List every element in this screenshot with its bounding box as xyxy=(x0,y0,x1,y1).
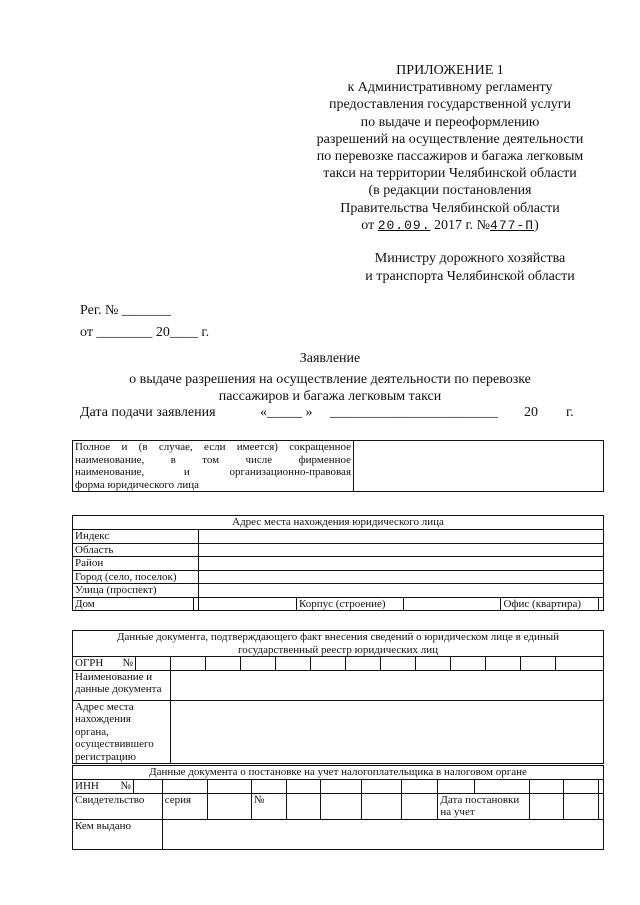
district-field[interactable] xyxy=(199,557,604,571)
office-field[interactable] xyxy=(599,597,604,611)
submission-date-label: Дата подачи заявления xyxy=(80,405,216,420)
year-prefix: 20 xyxy=(524,405,538,420)
region-field[interactable] xyxy=(199,543,604,557)
ogrn-digit[interactable] xyxy=(521,657,556,671)
ogrn-digit[interactable] xyxy=(276,657,311,671)
inn-digit[interactable] xyxy=(286,780,321,794)
title-line: пассажиров и багажа легковым такси xyxy=(218,389,442,404)
inn-digit[interactable] xyxy=(438,780,475,794)
ogrn-digit[interactable] xyxy=(311,657,346,671)
ogrn-digit[interactable] xyxy=(451,657,486,671)
document-title xyxy=(60,350,600,405)
appendix-line: по выдаче и переоформлению xyxy=(360,114,540,130)
house-label: Дом xyxy=(73,597,194,611)
appendix-line: (в редакции постановления xyxy=(368,183,532,199)
org-name-table xyxy=(72,440,604,492)
tax-table xyxy=(72,765,604,850)
building-field[interactable] xyxy=(403,597,501,611)
address-label: Район xyxy=(73,557,199,571)
number-label: № xyxy=(251,793,286,819)
appendix-line: такси на территории Челябинской области xyxy=(323,166,577,182)
reg-date-field[interactable] xyxy=(529,793,564,819)
ogrn-digit[interactable] xyxy=(346,657,381,671)
addressee-line: и транспорта Челябинской области xyxy=(365,269,575,284)
office-label: Офис (квартира) xyxy=(501,597,599,611)
reg-date-label: Дата постановки на учет xyxy=(438,793,529,819)
org-name-field[interactable] xyxy=(354,441,604,492)
inn-digit[interactable] xyxy=(599,780,604,794)
ogrn-digit[interactable] xyxy=(171,657,206,671)
handwritten-date: 20.09. xyxy=(377,217,431,233)
appendix-date-line: от 20.09. 2017 г. №477-П) xyxy=(361,217,539,233)
inn-digit[interactable] xyxy=(401,780,437,794)
city-field[interactable] xyxy=(199,570,604,584)
reg-date-field[interactable] xyxy=(564,793,599,819)
appendix-line: по перевозке пассажиров и багажа легковым xyxy=(316,149,584,165)
address-label: Улица (проспект) xyxy=(73,584,199,598)
ogrn-digit[interactable] xyxy=(136,657,171,671)
day-field[interactable]: «_____ » xyxy=(260,405,313,420)
addressee-line: Министру дорожного хозяйства xyxy=(374,251,566,266)
year-suffix: г. xyxy=(566,405,574,420)
inn-digit[interactable] xyxy=(251,780,286,794)
building-label: Корпус (строение) xyxy=(296,597,403,611)
address-table xyxy=(72,515,604,611)
inn-digit[interactable] xyxy=(361,780,401,794)
reg-date[interactable]: от ________ 20____ г. xyxy=(80,325,210,340)
title-heading: Заявление xyxy=(299,351,361,366)
address-header: Адрес места нахождения юридического лица xyxy=(73,516,604,530)
registration-block xyxy=(80,300,209,344)
appendix-line: Правительства Челябинской области xyxy=(340,200,560,216)
inn-digit[interactable] xyxy=(321,780,361,794)
inn-digit[interactable] xyxy=(162,780,207,794)
address-label: Индекс xyxy=(73,530,199,544)
appendix-line: предоставления государственной услуги xyxy=(329,97,571,113)
series-field[interactable] xyxy=(207,793,251,819)
appendix-line: ПРИЛОЖЕНИЕ 1 xyxy=(396,63,504,78)
ogrn-digit[interactable] xyxy=(381,657,416,671)
certificate-label: Свидетельство xyxy=(73,793,163,819)
inn-digit[interactable] xyxy=(207,780,251,794)
inn-digit[interactable] xyxy=(475,780,530,794)
registrar-address-label: Адрес места нахождения органа, осуществившего регистрацию xyxy=(73,700,171,764)
ogrn-digit[interactable] xyxy=(556,657,604,671)
index-field[interactable] xyxy=(199,530,604,544)
name-data-label: Наименование и данные документа xyxy=(73,670,171,700)
org-name-label: Полное и (в случае, если имеется) сокращенное наименование, в том числе фирменное наименование, и организационно-правовая форма юридического лица xyxy=(73,441,354,492)
inn-digit[interactable] xyxy=(564,780,599,794)
appendix-line: к Административному регламенту xyxy=(347,80,553,96)
ogrn-digit[interactable] xyxy=(416,657,451,671)
series-label: серия xyxy=(162,793,207,819)
issued-by-label: Кем выдано xyxy=(73,819,163,849)
inn-label: ИНН № xyxy=(73,780,134,794)
inn-digit[interactable] xyxy=(529,780,564,794)
number-digit[interactable] xyxy=(321,793,361,819)
ogrn-digit[interactable] xyxy=(486,657,521,671)
inn-digit[interactable] xyxy=(133,780,162,794)
ogrn-digit[interactable] xyxy=(241,657,276,671)
ogrn-digit[interactable] xyxy=(206,657,241,671)
egrul-header: Данные документа, подтверждающего факт внесения сведений о юридическом лице в единый государственный реестр юридических лиц xyxy=(73,631,604,657)
address-label: Город (село, поселок) xyxy=(73,570,199,584)
number-digit[interactable] xyxy=(361,793,401,819)
handwritten-number: 477-П xyxy=(490,217,535,233)
tax-header: Данные документа о постановке на учет налогоплательщика в налоговом органе xyxy=(73,766,604,780)
title-line: о выдаче разрешения на осуществление деятельности по перевозке xyxy=(129,372,531,387)
addressee xyxy=(330,250,610,286)
egrul-table xyxy=(72,630,604,764)
issued-by-field[interactable] xyxy=(162,819,603,849)
number-digit[interactable] xyxy=(401,793,437,819)
number-digit[interactable] xyxy=(286,793,321,819)
appendix-line: разрешений на осуществление деятельности xyxy=(316,131,584,147)
registrar-address-field[interactable] xyxy=(171,700,604,764)
reg-number[interactable]: Рег. № _______ xyxy=(80,303,171,318)
reg-date-field[interactable] xyxy=(599,793,604,819)
address-label: Область xyxy=(73,543,199,557)
house-field[interactable] xyxy=(199,597,297,611)
submission-date-line xyxy=(80,405,600,421)
name-data-field[interactable] xyxy=(171,670,604,700)
ogrn-label: ОГРН № xyxy=(73,657,136,671)
appendix-header xyxy=(300,62,600,234)
month-field[interactable]: ________________________ xyxy=(330,405,498,420)
street-field[interactable] xyxy=(199,584,604,598)
